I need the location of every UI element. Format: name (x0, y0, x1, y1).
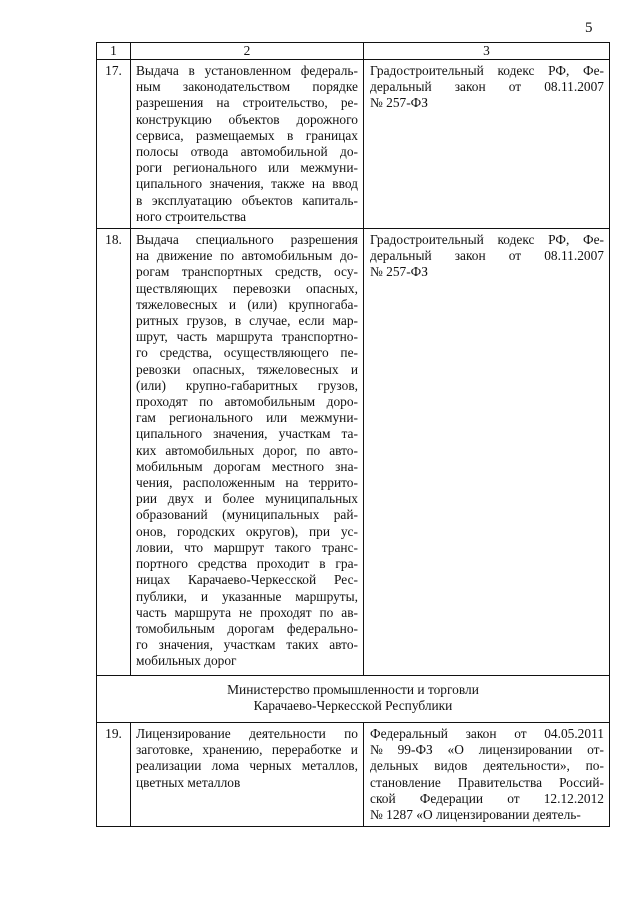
service-description (131, 229, 364, 676)
text-line: заготовке, хранению, переработке и (136, 742, 358, 758)
text-line: портного средства проходит в гра- (136, 556, 358, 572)
text-line: на движение по автомобильным до- (136, 248, 358, 264)
services-table (96, 42, 610, 827)
text-line: деральный закон от 08.11.2007 (370, 79, 604, 95)
text-line: № 1287 «О лицензировании деятель- (370, 807, 581, 823)
text-line: разрешения на строительство, ре- (136, 95, 358, 111)
table-header-row (97, 43, 610, 60)
header-col-2: 2 (131, 43, 364, 60)
text-line: Градостроительный кодекс РФ, Фе- (370, 63, 604, 78)
table-row (97, 60, 610, 229)
ministry-section-title (97, 676, 610, 723)
text-line: № 257-ФЗ (370, 264, 428, 280)
text-line: томобильным дорогам федерально- (136, 620, 358, 636)
text-line: ным законодательством порядке (136, 79, 358, 95)
text-line: образований (муниципальных рай- (136, 507, 358, 523)
text-line: Выдача в установленном федераль- (136, 63, 358, 78)
text-line: тяжеловесных и (или) крупногаба- (136, 296, 358, 312)
text-line: Выдача специального разрешения (136, 232, 358, 248)
text-line: становление Правительства Россий- (370, 774, 604, 790)
text-line: го средства, осуществляющего пе- (136, 345, 358, 361)
page-number: 5 (585, 20, 593, 36)
text-line: Карачаево-Черкесской Республики (253, 698, 453, 714)
text-line: сервиса, размещаемых в границах (136, 127, 358, 143)
header-col-3: 3 (364, 43, 610, 60)
text-line: роги регионального или межмуни- (136, 160, 358, 176)
text-line: Градостроительный кодекс РФ, Фе- (370, 232, 604, 248)
service-description (131, 723, 364, 827)
text-line: чения, расположенным на террито- (136, 475, 358, 491)
text-line: деральный закон от 08.11.2007 (370, 248, 604, 264)
text-line: мобильным дорогам местного зна- (136, 458, 358, 474)
text-line: в эксплуатацию объектов капиталь- (136, 192, 358, 208)
row-number: 17. (97, 60, 131, 229)
text-line: ритных грузов, в случае, если мар- (136, 313, 358, 329)
text-line: конструкцию объектов дорожного (136, 111, 358, 127)
text-line: го значения, участкам таких авто- (136, 637, 358, 653)
table-row (97, 723, 610, 827)
text-line: дельных видов деятельности», по- (370, 758, 604, 774)
text-line: ревозки опасных, тяжеловесных и (136, 361, 358, 377)
header-col-1: 1 (97, 43, 131, 60)
text-line: шрут, часть маршрута транспортно- (136, 329, 358, 345)
text-line: № 99-ФЗ «О лицензировании от- (370, 742, 604, 758)
text-line: ципального значения, участкам та- (136, 426, 358, 442)
text-line: рии двух и более муниципальных (136, 491, 358, 507)
legal-basis (364, 229, 610, 676)
text-line: № 257-ФЗ (370, 95, 428, 111)
text-line: ципального значения, также на ввод (136, 176, 358, 192)
text-line: цветных металлов (136, 774, 241, 790)
section-header-row (97, 676, 610, 723)
text-line: полосы отвода автомобильной до- (136, 144, 358, 160)
text-line: ловии, что маршрут такого транс- (136, 539, 358, 555)
text-line: ного строительства (136, 208, 247, 224)
text-line: реализации лома черных металлов, (136, 758, 358, 774)
text-line: (или) крупно-габаритных грузов, (136, 377, 358, 393)
row-number: 18. (97, 229, 131, 676)
legal-basis (364, 60, 610, 229)
text-line: рогам транспортных средств, осу- (136, 264, 358, 280)
legal-basis (364, 723, 610, 827)
text-line: публики, и указанные маршруты, (136, 588, 358, 604)
text-line: Министерство промышленности и торговли (227, 682, 479, 698)
text-line: Лицензирование деятельности по (136, 726, 358, 742)
text-line: ской Федерации от 12.12.2012 (370, 790, 604, 806)
text-line: гам регионального или межмуни- (136, 410, 358, 426)
text-line: ких автомобильных дорог, по авто- (136, 442, 358, 458)
text-line: мобильных дорог (136, 653, 237, 669)
text-line: ществляющих перевозки опасных, (136, 280, 358, 296)
text-line: ницах Карачаево-Черкесской Рес- (136, 572, 358, 588)
row-number: 19. (97, 723, 131, 827)
service-description (131, 60, 364, 229)
table-row (97, 229, 610, 676)
text-line: часть маршрута не проходят по ав- (136, 604, 358, 620)
text-line: проходят по автомобильным доро- (136, 394, 358, 410)
text-line: онов, городских округов), при ус- (136, 523, 358, 539)
text-line: Федеральный закон от 04.05.2011 (370, 726, 604, 742)
